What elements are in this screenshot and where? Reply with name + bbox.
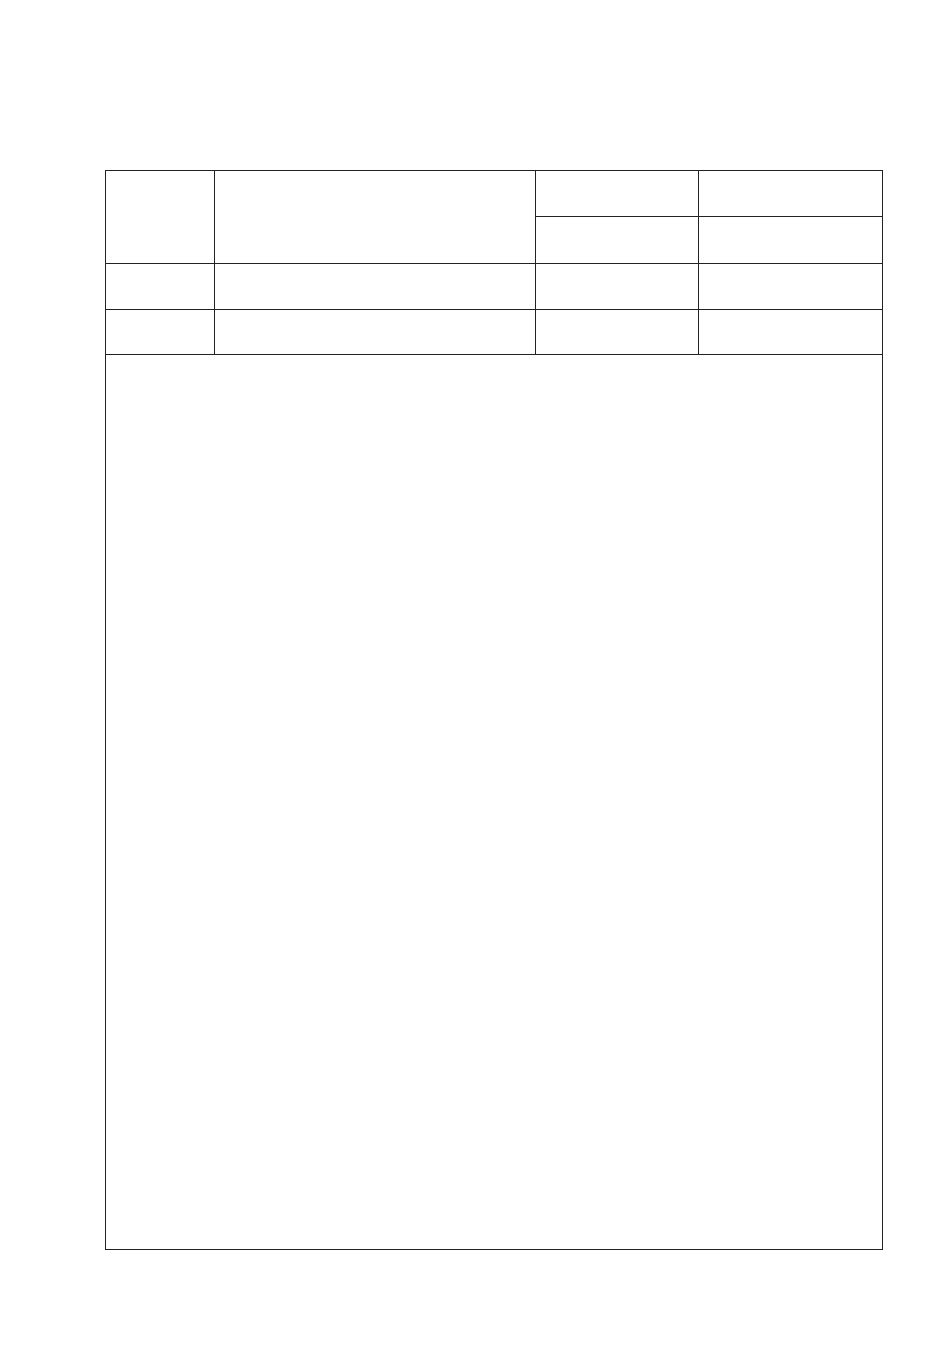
divider — [106, 354, 882, 355]
subproject-label — [536, 264, 698, 309]
subproject-value — [699, 264, 882, 309]
project-name-label — [106, 171, 214, 263]
date-value — [699, 217, 882, 263]
summary-value — [215, 310, 535, 354]
pages-label — [536, 310, 698, 354]
construction-unit-value — [215, 264, 535, 309]
disclosure-form — [105, 170, 883, 1250]
number-value — [699, 171, 882, 216]
date-label — [536, 217, 698, 263]
summary-label — [106, 310, 214, 354]
number-label — [536, 171, 698, 216]
pages-value — [699, 310, 882, 354]
project-name-value — [215, 171, 535, 263]
construction-unit-label — [106, 264, 214, 309]
